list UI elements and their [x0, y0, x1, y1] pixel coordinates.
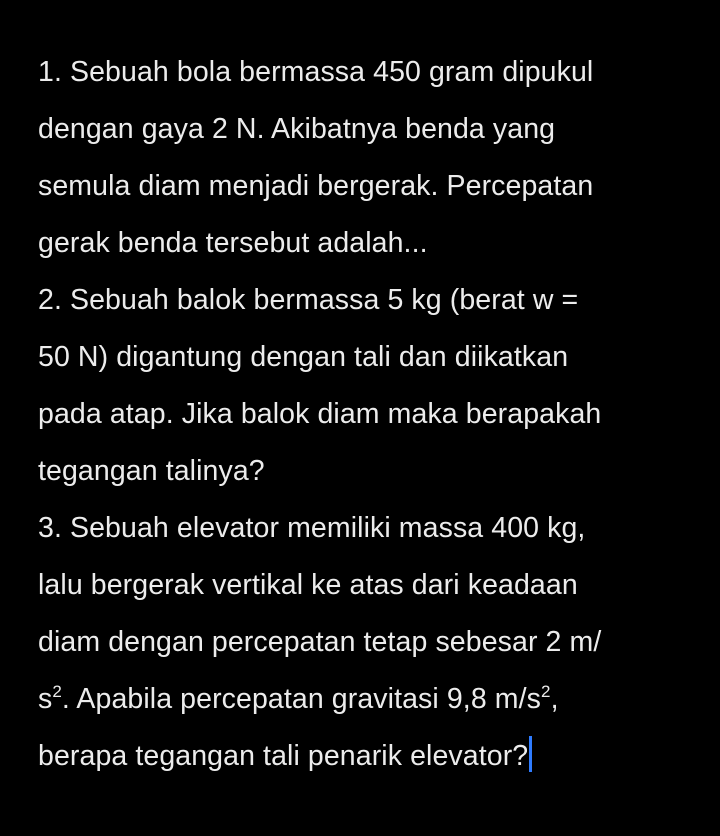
text-line-12	[38, 671, 708, 728]
text-line-13	[38, 728, 708, 785]
text-line-5: 2. Sebuah balok bermassa 5 kg (berat w =	[38, 284, 579, 316]
superscript-2: 2	[52, 681, 62, 701]
text-line-4: gerak benda tersebut adalah...	[38, 227, 428, 259]
line13-text: berapa tegangan tali penarik elevator?	[38, 740, 529, 772]
text-line-11: diam dengan percepatan tetap sebesar 2 m/	[38, 626, 602, 658]
text-line-10: lalu bergerak vertikal ke atas dari keadaan	[38, 569, 578, 601]
text-line-2: dengan gaya 2 N. Akibatnya benda yang	[38, 113, 556, 145]
line12-part2: . Apabila percepatan gravitasi 9,8 m/s	[61, 683, 541, 715]
superscript-2-second: 2	[541, 681, 551, 701]
line12-part3: ,	[550, 683, 559, 715]
text-line-6: 50 N) digantung dengan tali dan diikatkan	[38, 341, 569, 373]
line12-part1: s	[38, 683, 53, 715]
text-line-1: 1. Sebuah bola bermassa 450 gram dipukul	[38, 56, 594, 88]
text-line-8: tegangan talinya?	[38, 455, 265, 487]
text-line-7: pada atap. Jika balok diam maka berapakah	[38, 398, 602, 430]
text-line-3: semula diam menjadi bergerak. Percepatan	[38, 170, 594, 202]
note-text-editor[interactable]	[38, 44, 708, 785]
text-line-9: 3. Sebuah elevator memiliki massa 400 kg,	[38, 512, 586, 544]
text-cursor	[529, 736, 532, 772]
